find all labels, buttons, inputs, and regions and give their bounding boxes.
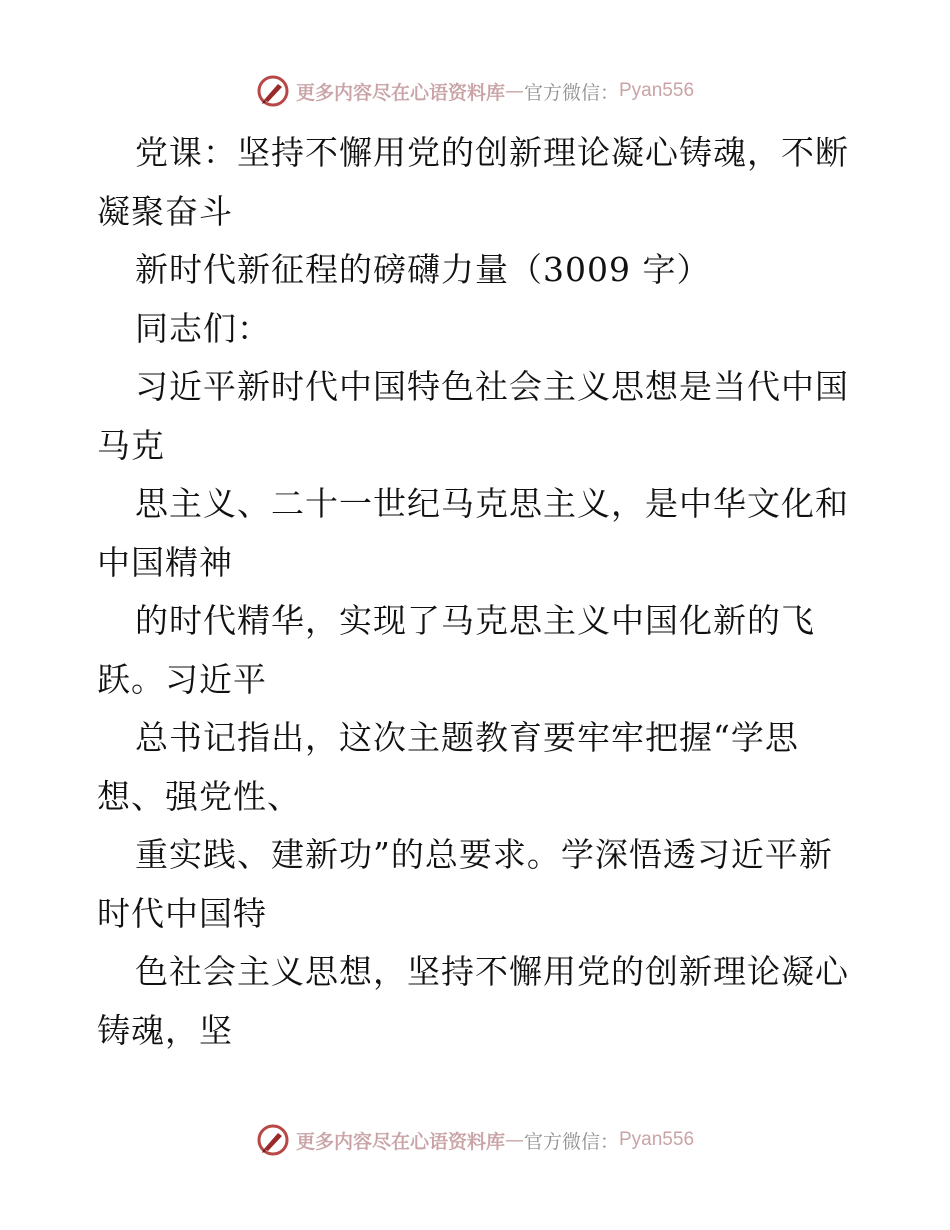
watermark-official-label: 官方微信：: [523, 81, 619, 104]
footer-watermark: [0, 1120, 950, 1160]
text-line: 党课：坚持不懈用党的创新理论凝心铸魂，不断: [135, 133, 849, 172]
text-line: 新时代新征程的磅礴力量（3009 字）: [135, 250, 711, 289]
document-body: [97, 124, 867, 1060]
text-line: 总书记指出，这次主题教育要牢牢把握“学思: [135, 718, 799, 757]
text-line: 马克: [97, 425, 165, 465]
header-watermark: [0, 71, 950, 111]
watermark-main-text: 更多内容尽在心语资料库: [295, 1130, 505, 1153]
pen-logo-icon: [256, 1123, 290, 1157]
watermark-official-label: 官方微信：: [523, 1130, 619, 1153]
text-line: 想、强党性、: [97, 776, 301, 816]
text-line: 的时代精华，实现了马克思主义中国化新的飞: [135, 601, 815, 640]
text-line: 重实践、建新功”的总要求。学深悟透习近平新: [135, 835, 833, 874]
watermark-dash: —: [504, 80, 524, 102]
text-line: 习近平新时代中国特色社会主义思想是当代中国: [135, 367, 849, 406]
pen-logo-icon: [256, 74, 290, 108]
watermark-dash: —: [504, 1129, 524, 1151]
text-line: 凝聚奋斗: [97, 191, 233, 231]
watermark-main-text: 更多内容尽在心语资料库: [295, 81, 505, 104]
text-line: 同志们：: [135, 308, 271, 348]
text-line: 中国精神: [97, 542, 233, 582]
text-line: 思主义、二十一世纪马克思主义，是中华文化和: [135, 484, 849, 523]
text-line: 铸魂，坚: [97, 1010, 233, 1050]
watermark-wechat-id: Pyan556: [619, 1129, 695, 1150]
text-line: 时代中国特: [97, 893, 267, 933]
text-line: 色社会主义思想，坚持不懈用党的创新理论凝心: [135, 952, 849, 991]
text-line: 跃。习近平: [97, 659, 267, 699]
watermark-wechat-id: Pyan556: [619, 80, 695, 101]
